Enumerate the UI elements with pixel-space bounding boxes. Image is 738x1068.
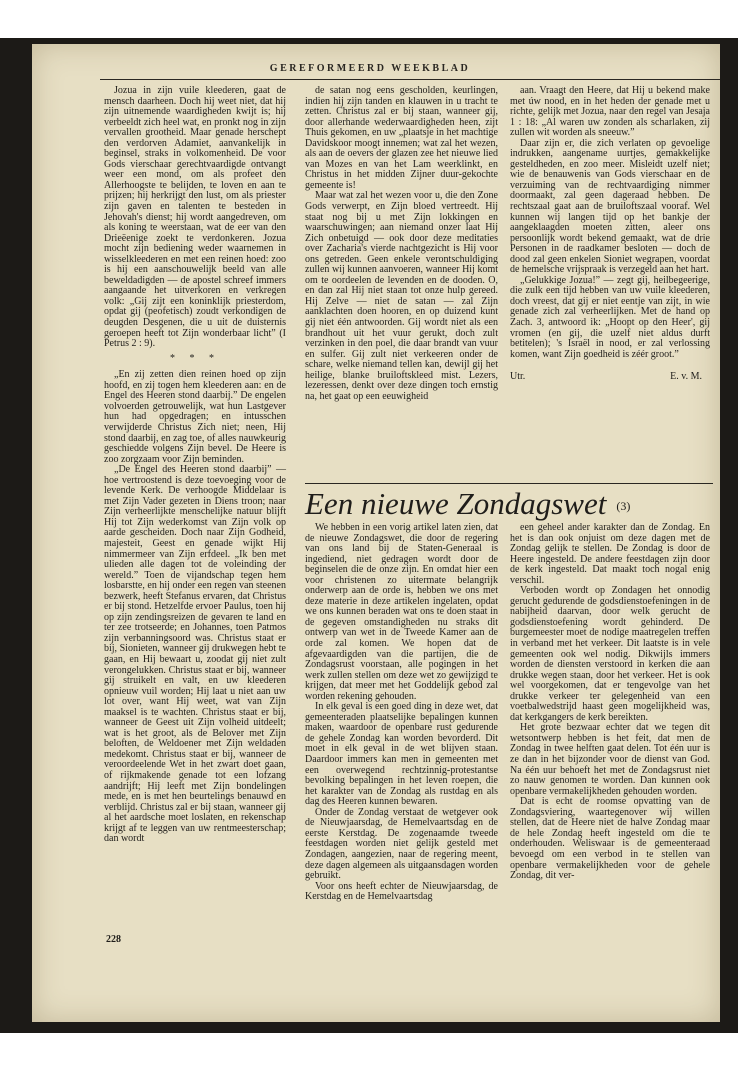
col1-paragraph-3: „De Engel des Heeren stond daarbij” — hoe vertroostend is deze toevoeging voor de levende Kerk. De verhoogde Middelaar is met Zijn Vader gezeten in Diens troon; naar Zijn verheerlijkte menschelijke natuur blijft Hij tot Zijn wederkomst van Zijn volk op aarde gescheiden. Doch naar Zijn Godheid, majesteit, Geest en genade wijkt Hij nimmermeer van Zijn erfdeel. „Ik ben met ulieden alle dagen tot de voleinding der wereld.” Toen de vijandschap tegen hem losbarstte, en hij onder een regen van steenen bezwerk, heeft Stefanus ervaren, dat Christus er bij stond. Hetzelfde ervoer Paulus, toen hij op zijn zendingsreizen de gevaren te land en ter zee trotseerde; en Johannes, toen Patmos zijn verbanningsoord was. Christus staat er bij, Sionieten, wanneer gij drukwegen hebt te gaan, en Hij bewaart u, zoodat gij niet zult verongelukken. Christus staat er bij, wanneer gij struikelt en valt, en uw kleederen opnieuw vuil worden; Hij laat u niet aan uw lot over, want Hij weet, wat van Zijn maaksel is te wachten. Christus staat er bij, wanneer de Geest uit Zijn volheid uitdeelt; wat is het groot, als de Belover met Zijn beloften, de Weldoener met Zijn weldaden medekomt. Christus staat er bij, wanneer de veroordeelende Wet in het zwart doet gaan, of rijkmakende genade tot een lofzang aandrijft; Hij leeft met Zijn bondelingen mede, en is met hen beurtelings benauwd en verblijd. Christus zal er bij staan, wanneer gij al het aardsche moet loslaten, en rekenschap krijgt af te leggen van uw rentmeesterschap; dan wordt xyxy=(104,464,286,845)
article-left-paragraph-3: Onder de Zondag verstaat de wetgever ook de Nieuwjaarsdag, de Hemelvaartsdag en de eerste Kerstdag. De zogenaamde tweede feestdagen worden niet gelijk gesteld met Zondagen, aangezien, naar de regering meent, deze dagen algemeen als uitgaansdagen worden gebruikt. xyxy=(305,806,498,882)
article-column-left xyxy=(305,523,498,923)
signature-line xyxy=(510,372,710,383)
page-number: 228 xyxy=(106,934,121,945)
article-left-paragraph-4: Voor ons heeft echter de Nieuwjaarsdag, de Kerstdag en de Hemelvaartsdag xyxy=(305,880,498,903)
running-header: GEREFORMEERD WEEKBLAD xyxy=(269,63,471,74)
signature-author: E. v. M. xyxy=(670,371,702,383)
article-title-text: Een nieuwe Zondagswet xyxy=(305,486,607,521)
column-1 xyxy=(104,86,286,926)
article-left-paragraph-2: In elk geval is een goed ding in deze wet, dat gemeenteraden plaatselijke bepalingen kunnen maken, waardoor de openbare rust gedurende de gehele Zondag kan worden bevorderd. Dit moet in elk geval in de wet blijven staan. Daardoor immers kan men in gemeenten met een overwegend rechtzinnig-protestantse bevolking bepalingen in het leven roepen, die het karakter van de Zondag als rustdag en als dag des Heeren kunnen bewaren. xyxy=(305,701,498,808)
col3-paragraph-3: „Gelukkige Jozua!” — zegt gij, heilbegeerige, die zulk een tijd hebben van uw vuile kleederen, doch vreest, dat gij er niet eentje van zijt, in wie genade zich zal verheerlijken. Met de hand op Zach. 3, antwoord ik: „Hoopt op den Heer', gij vromen (en gij, die uzelf niet aldus durft betitelen); 's Israël in nood, er zal verlossing komen, want Zijn goedheid is zéér groot.” xyxy=(510,274,710,360)
section-divider-stars: * * * xyxy=(170,352,220,364)
article-right-paragraph-4: Dat is echt de roomse opvatting van de Zondagsviering, waartegenover wij willen stellen, dat de Heere niet de halve Zondag maar de hele Zondag heeft ingesteld om die te onderhouden. Weliswaar is de gemeenteraad bevoegd om een verbod in te stellen van openbare vermakelijkheden voor de gehele Zondag, dit ver- xyxy=(510,796,710,882)
col3-paragraph-1: aan. Vraagt den Heere, dat Hij u bekend make met úw nood, en in het heden der genade met u richte, gelijk met Jozua, naar den regel van Jesaja 1 : 18: „Al waren uw zonden als scharlaken, zij zullen wit worden als sneeuw.” xyxy=(510,85,710,139)
col2-paragraph-2: Maar wat zal het wezen voor u, die den Zone Gods verwerpt, en Zijn bloed vertreedt. Hij staat nog bij u met Zijn lokkingen en waarschuwingen; aan niemand onzer laat Hij Zich onbetuigd — ook door deze meditaties over Zacharia's vierde nachtgezicht is Hij voor ons getreden. Geen enkele verontschuldiging zullen wij kunnen aanvoeren, wanneer Hij komt om te oordeelen de levenden en de dooden. O, en dan zal Hij niet staan tot onze hulp gereed. Hij Zelve — niet de satan — zal Zijn aanklachten doen hooren, en op duizend kunt gij niet één antwoorden. Gij wordt niet als een brandhout uit het vuur gerukt, doch zult verzinken in den poel, die daar brandt van vuur en sulfer. Gij zult niet verkeeren onder de schare, welke niemand tellen kan, dewijl gij het heilige, blanke bruiloftskleed mist. Lezers, lezeressen, denkt over deze dingen toch ernstig na, het gaat op een eeuwigheid xyxy=(305,190,498,402)
article-part-number: (3) xyxy=(616,499,631,514)
article-right-paragraph-1: een geheel ander karakter dan de Zondag. En het is dan ook onjuist om deze dagen met de Zondag gelijk te stellen. De Zondag is door de Heere ingesteld. De andere feestdagen zijn door de kerk ingesteld. Dat maakt toch nogal enig verschil. xyxy=(510,522,710,586)
article-right-paragraph-3: Het grote bezwaar echter dat we tegen dit wetsontwerp hebben is het feit, dat men de Zondag in twee helften gaat delen. Tot één uur is ze dan in het bijzonder voor de dienst van God. Na één uur behoeft het met de Zondagsrust niet zo nauw genomen te worden. Dan kunnen ook openbare vermakelijkheden gehouden worden. xyxy=(510,722,710,797)
article-title-rule xyxy=(305,483,713,484)
col2-paragraph-1: de satan nog eens gescholden, keurlingen, indien hij zijn tanden en klauwen in u tracht te zetten. Christus zal er bij staan, wanneer gij, door allerhande wederwaardigheden heen, zijt Thuis gekomen, en uw „plaatsje in het machtige Davidskoor moogt innemen; wat zal het wezen, als aan de oevers der glazen zee het nieuwe lied van Mozes en van het Lam weerklinkt, en Christus in het midden Zijner duur-gekochte gemeente is! xyxy=(305,85,498,191)
column-2-upper xyxy=(305,86,498,466)
article-right-paragraph-2: Verboden wordt op Zondagen het onnodig gerucht gedurende de godsdienstoefeningen in de nabijheid daarvan, door welk gerucht de godsdienstoefening wordt gehinderd. De burgemeester moet de nodige maatregelen treffen in verband met het verkeer. Dit laatste is in vele gemeenten ook wel nodig. Dikwijls immers worden de diensten verstoord in kerken die aan drukke wegen staan, door het verkeer. Het is ook wel voorgekomen, dat er tengevolge van het drukke verkeer ter gelegenheid van een voetbalwedstrijd haast geen mogelijkheid was, dat kerkgangers de kerk bereikten. xyxy=(510,585,710,723)
article-column-right xyxy=(510,523,710,923)
column-3-upper xyxy=(510,86,710,476)
signature-place: Utr. xyxy=(510,371,526,383)
col3-paragraph-2: Daar zijn er, die zich verlaten op gevoelige indrukken, aangename uurtjes, gemakkelijke gesteldheden, en zoo meer. Misleidt uzelf niet; wie de benauwenis van Gods vierschaar en de verzuiming van de rechtvaardiging nimmer doormaakt, zal geen dageraad hebben. De rechtszaal gaat aan de bruiloftszaal vooraf. Wel kunnen wij langen tijd op het bankje der aangeklaagden moeten zitten, aleer ons persoonlijk wordt bekend gemaakt, wat de drie Personen in de raadkamer besloten — doch de dood zal geen enkelen Sioniet wegrapen, voordat de hemelsche vrijspraak is verzegeld aan het hart. xyxy=(510,137,710,276)
col1-paragraph-1: Jozua in zijn vuile kleederen, gaat de mensch daarheen. Doch hij weet niet, dat hij zijn uitnemende waardigheden kwijt is; hij verbeeldt zich heel wat, en pronkt nog in zijn vervallen grootheid. Maar genade herschept den verdorven Adamiet, aanvankelijk in beginsel, straks in volkomenheid. De voor Gods vierschaar gerechtvaardigde ontvangt weer een mond, om als profeet den Allerhoogste te belijden, te loven en aan te prijzen; hij herkrijgt den lust, om als priester zijn gaven en talenten te besteden in Jehovah's dienst; hij wordt aangedreven, om als koning te weerstaan, wat de eer van den Drieëenige zoekt te verdonkeren. Jozua mocht zijn bediening weder waarnemen in wisselkleederen en met een reinen hoed: zoo is hij een aanschouwelijk beeld van alle beweldadigden — de apostel schreef immers aangaande het uitverkoren en verkregen volk: „Gij zijt een koninklijk priesterdom, opdat gij (peofetisch) zoudt verkondigen de deugden Desgenen, die u uit de duisternis geroepen heeft tot Zijn wonderbaar licht” (I Petrus 2 : 9). xyxy=(104,85,286,350)
article-title xyxy=(305,486,630,522)
header-rule xyxy=(100,79,720,80)
article-left-paragraph-1: We hebben in een vorig artikel laten zien, dat de nieuwe Zondagswet, die door de regering van ons land bij de Staten-Generaal is ingediend, niet gedragen wordt door de beginselen die de onze zijn. En omdat hier een voor christenen zo uitermate belangrijk onderwerp aan de orde is, hebben we ons met deze materie in deze artikelen ingelaten, opdat we ons kunnen beraden wat ons te doen staat in de gegeven omstandigheden nu straks dit ontwerp van wet in de Tweede Kamer aan de orde zal komen. We hopen dat de afgevaardigden van die partijen, die de Zondagsrust voorstaan, alle pogingen in het werk zullen stellen om deze wet zo gewijzigd te krijgen, dat meer met het Goddelijk gebod zal worden rekening gehouden. xyxy=(305,522,498,702)
col1-paragraph-2: „En zij zetten dien reinen hoed op zijn hoofd, en zij togen hem kleederen aan: en de Engel des Heeren stond daarbij.” De engelen volvoerden getrouwelijk, wat hun Lastgever hun had opgedragen; en intusschen verwijderde Christus Zich niet; neen, Hij stond daarbij, en zag toe, of alles nauwkeurig geschiedde volgens Zijn bevel. De Heere is zoo zorgzaam voor Zijn beminden. xyxy=(104,369,286,465)
